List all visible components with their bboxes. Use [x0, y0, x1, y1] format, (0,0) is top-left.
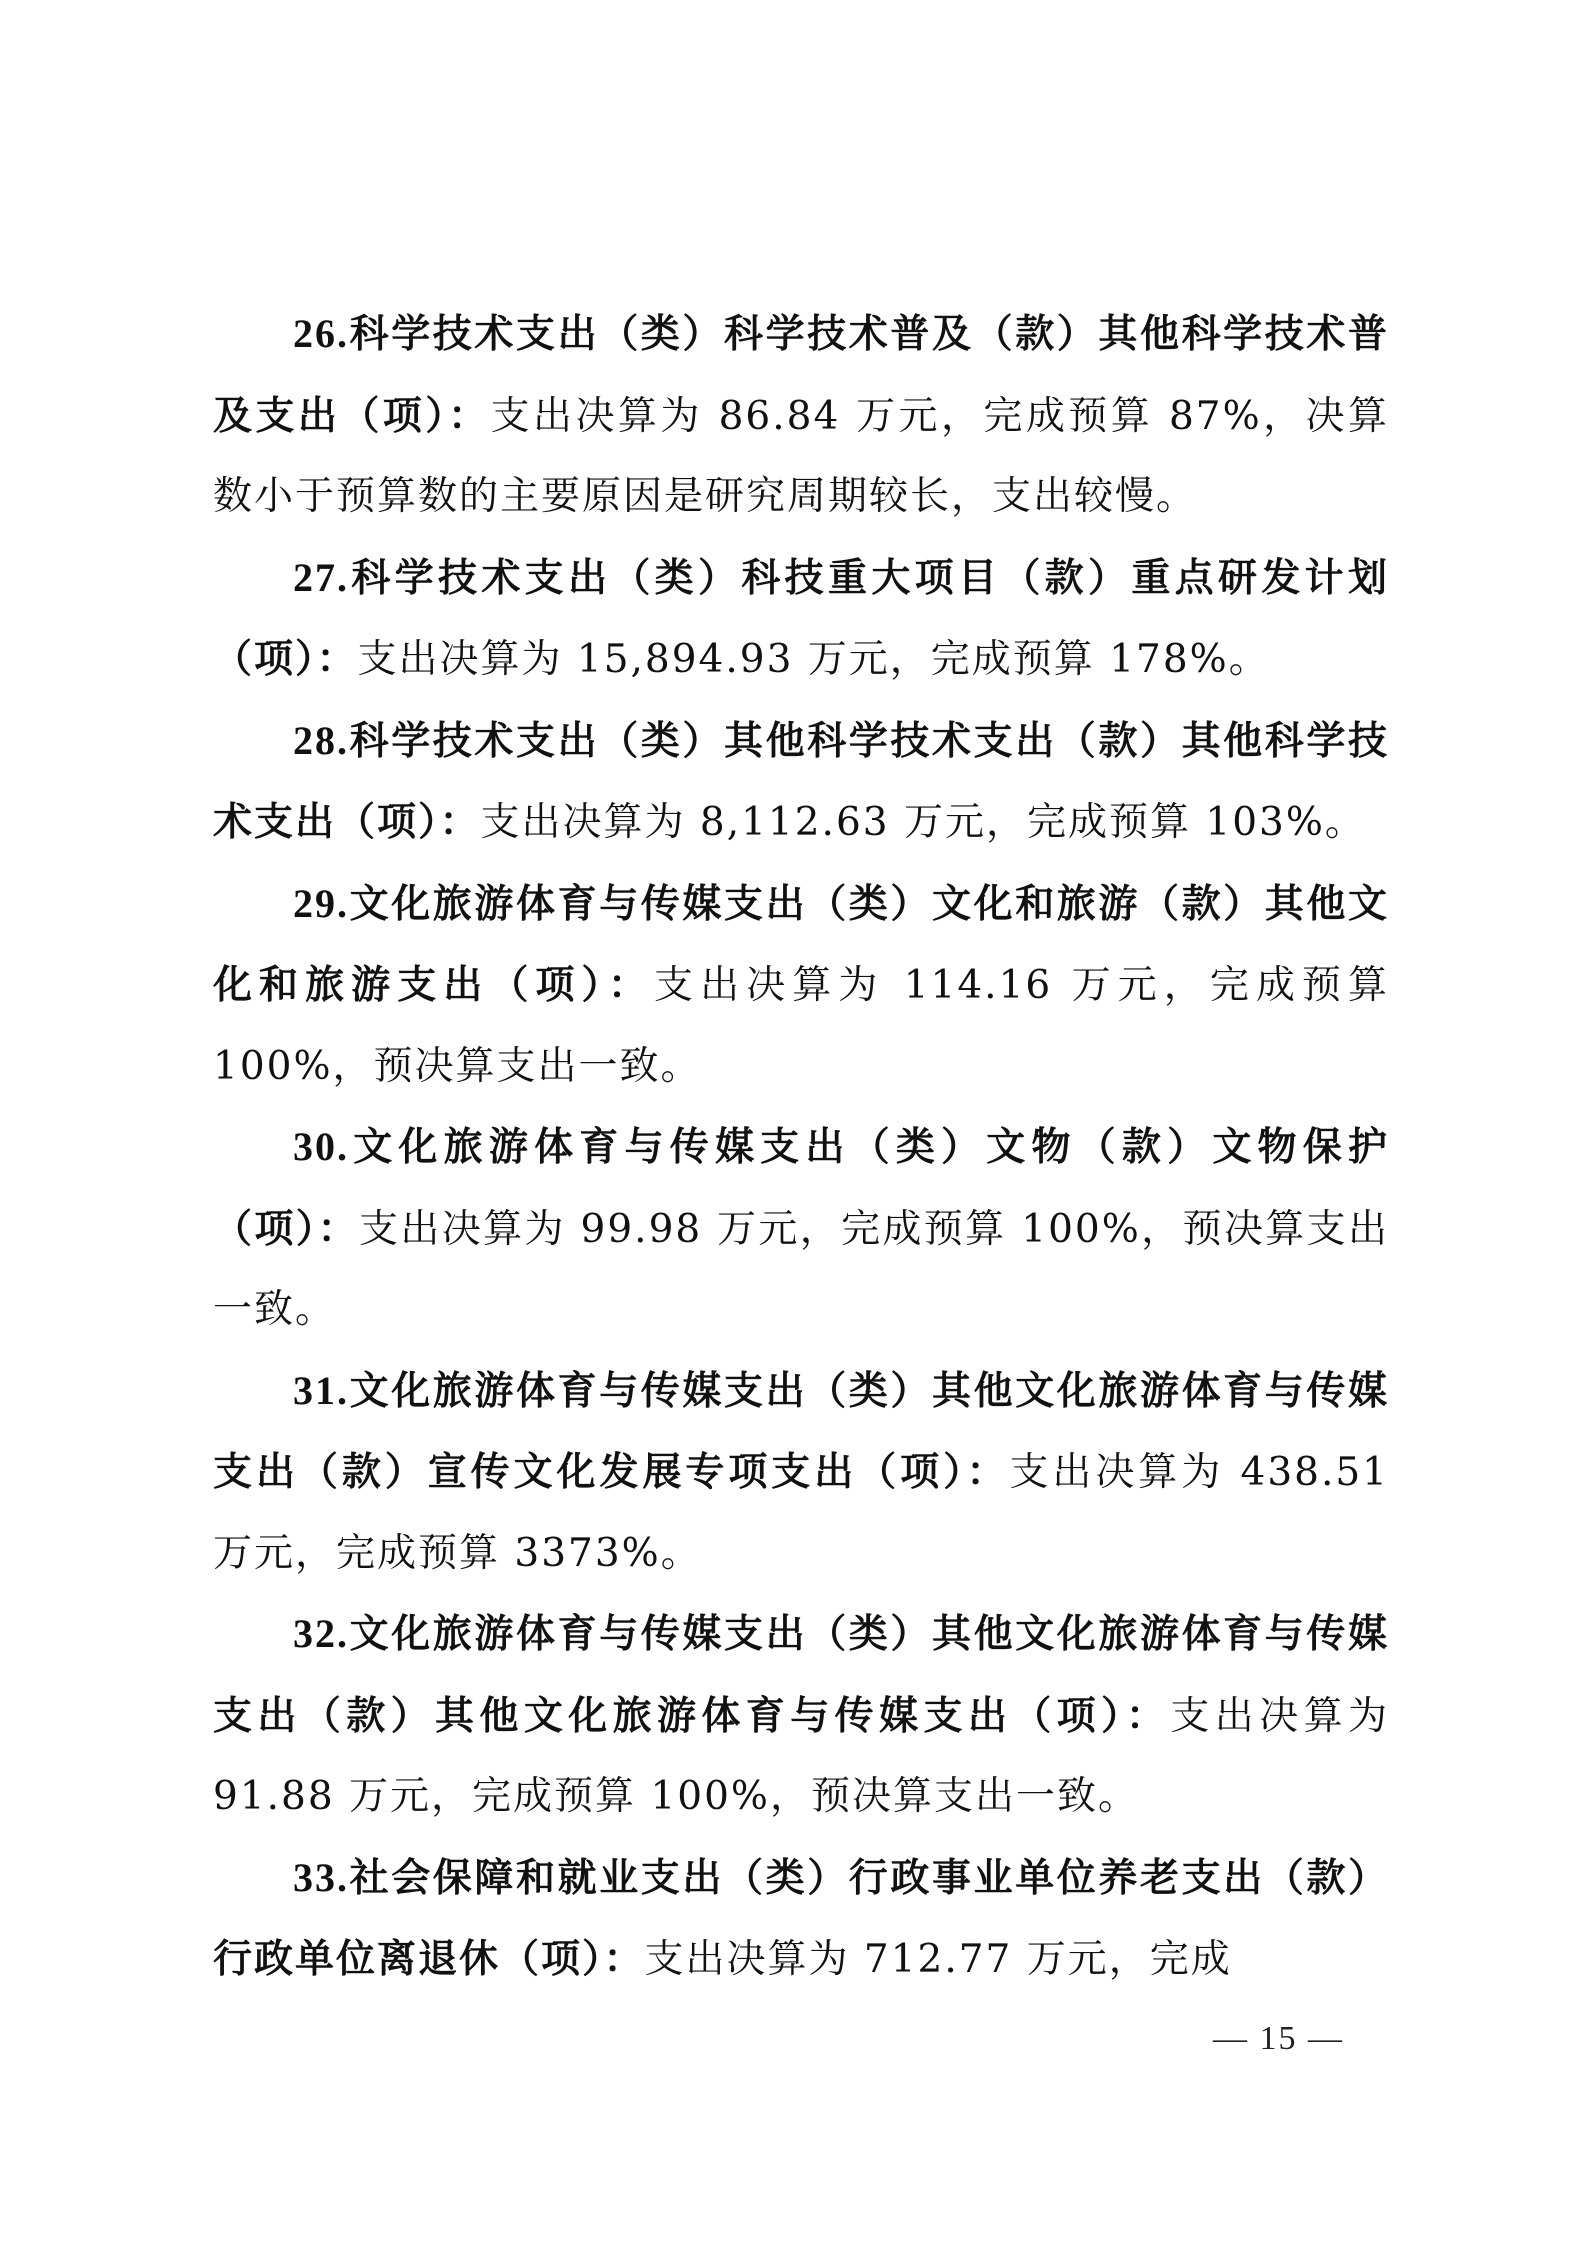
item-heading: 文化旅游体育与传媒支出（类）其他文化旅游体育与传媒支出（款）其他文化旅游体育与传媒支出（项）：: [213, 1611, 1389, 1739]
item-number: 31.: [293, 1367, 349, 1413]
item-number: 29.: [293, 880, 349, 926]
item-heading: 科学技术支出（类）其他科学技术支出（款）其他科学技术支出（项）：: [213, 717, 1389, 845]
list-item-28: [213, 701, 1389, 864]
item-body: 支出决算为 15,894.93 万元，完成预算 178%。: [357, 637, 1270, 682]
list-item-29: [213, 864, 1389, 1108]
list-item-31: [213, 1351, 1389, 1595]
item-heading: 文化旅游体育与传媒支出（类）文化和旅游（款）其他文化和旅游支出（项）：: [213, 880, 1389, 1008]
item-number: 28.: [293, 717, 349, 763]
item-number: 26.: [293, 311, 349, 356]
item-heading: 文化旅游体育与传媒支出（类）文物（款）文物保护（项）：: [213, 1124, 1389, 1252]
item-heading: 科学技术支出（类）科技重大项目（款）重点研发计划（项）：: [213, 554, 1389, 682]
list-item-26: [213, 294, 1389, 538]
item-body: 支出决算为 8,112.63 万元，完成预算 103%。: [480, 800, 1366, 845]
item-body: 支出决算为 438.51 万元，完成预算 3373%。: [213, 1450, 1389, 1576]
item-heading: 社会保障和就业支出（类）行政事业单位养老支出（款）行政单位离退休（项）：: [213, 1854, 1389, 1982]
list-item-30: [213, 1107, 1389, 1351]
item-heading: 文化旅游体育与传媒支出（类）其他文化旅游体育与传媒支出（款）宣传文化发展专项支出（项）：: [213, 1367, 1389, 1495]
item-number: 33.: [293, 1854, 349, 1900]
item-body: 支出决算为 91.88 万元，完成预算 100%，预决算支出一致。: [213, 1693, 1389, 1819]
item-heading: 科学技术支出（类）科学技术普及（款）其他科学技术普及支出（项）：: [213, 311, 1389, 439]
item-body: 支出决算为 86.84 万元，完成预算 87%，决算数小于预算数的主要原因是研究周期较长，支出较慢。: [213, 393, 1389, 519]
item-body: 支出决算为 99.98 万元，完成预算 100%，预决算支出一致。: [213, 1206, 1389, 1332]
list-item-33: [213, 1838, 1389, 2001]
list-item-32: [213, 1594, 1389, 1838]
item-number: 32.: [293, 1611, 349, 1656]
list-item-27: [213, 538, 1389, 701]
page-number: — 15 —: [1213, 2020, 1344, 2057]
item-number: 27.: [293, 554, 349, 600]
document-body: [213, 294, 1389, 2001]
item-number: 30.: [293, 1124, 349, 1169]
item-body: 支出决算为 712.77 万元，完成: [644, 1937, 1232, 1982]
item-body: 支出决算为 114.16 万元，完成预算 100%，预决算支出一致。: [213, 963, 1389, 1089]
